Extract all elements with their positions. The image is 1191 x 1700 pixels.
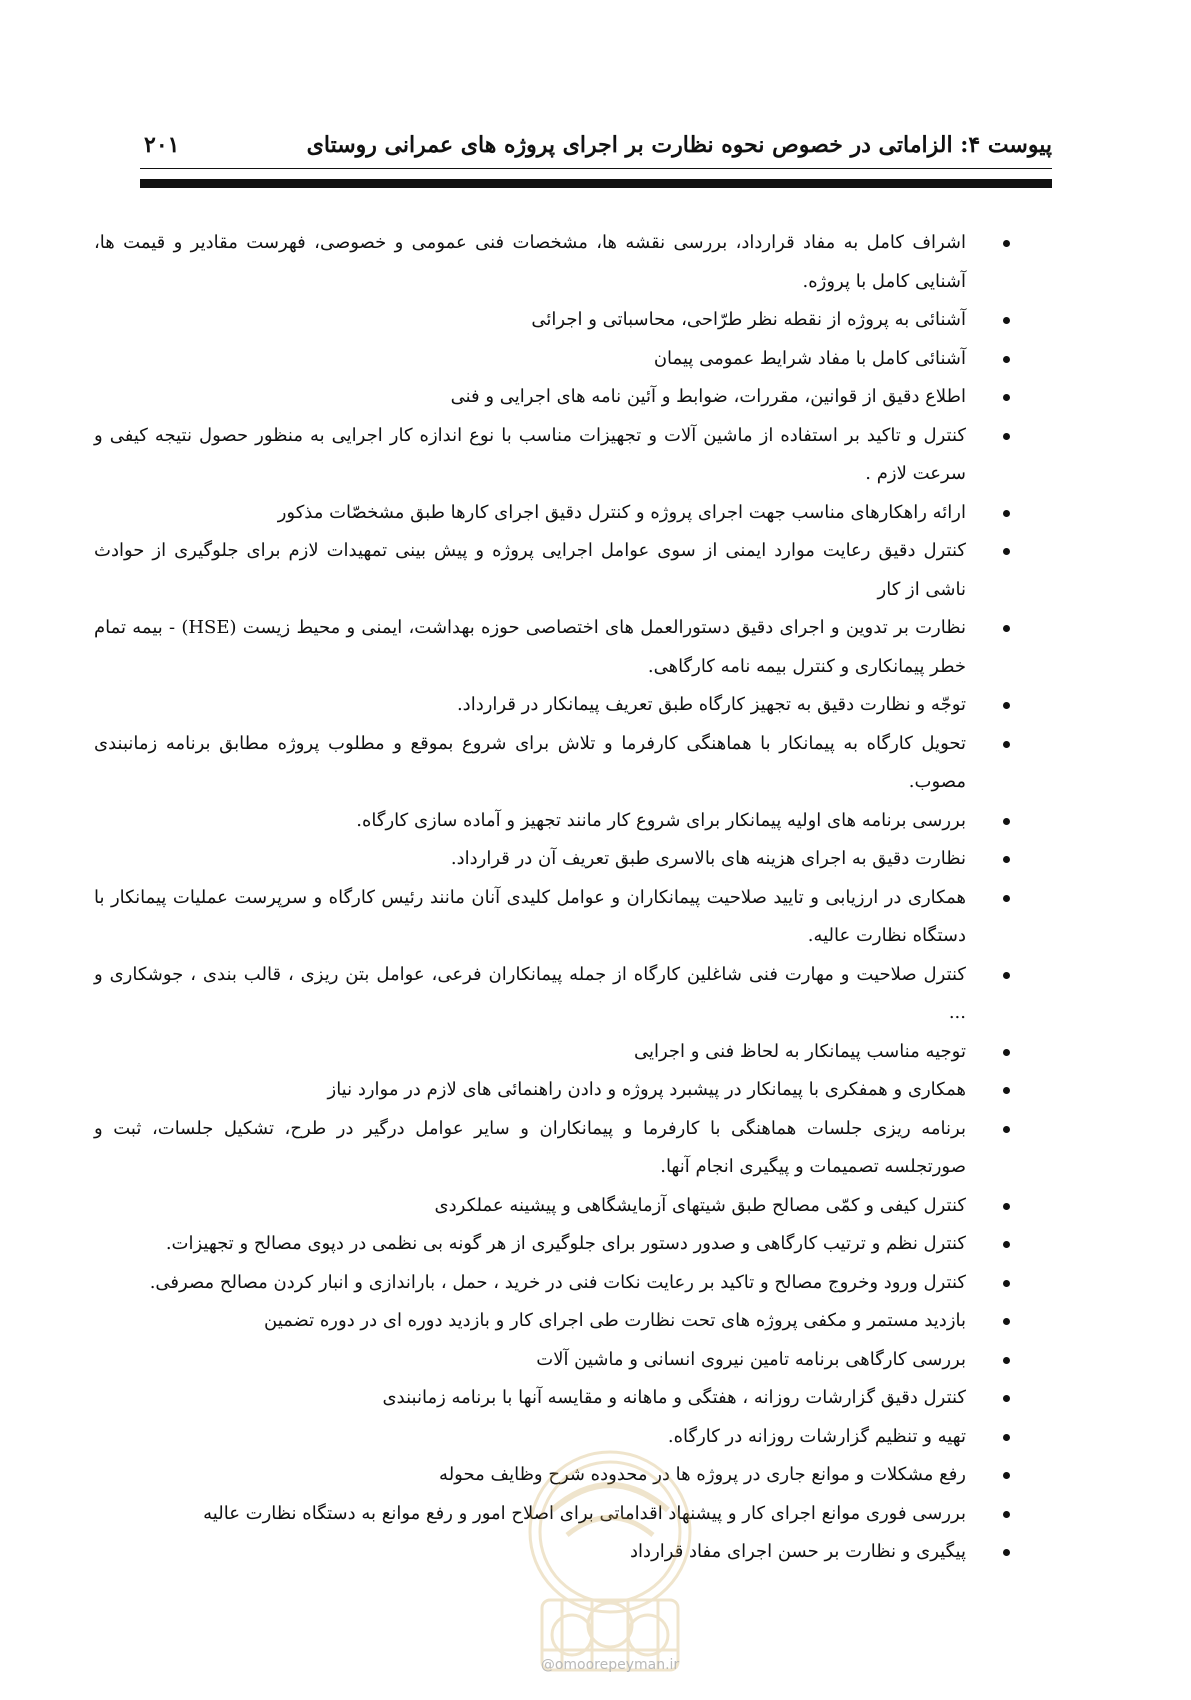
list-item-text: رفع مشکلات و موانع جاری در پروژه ها در محدوده شرح وظایف محوله: [439, 1464, 966, 1485]
list-item: [94, 1341, 966, 1380]
list-item-text: آشنائی به پروژه از نقطه نظر طرّاحی، محاسباتی و اجرائی: [531, 309, 966, 330]
list-item: [94, 802, 966, 841]
header-title: پیوست ۴: الزاماتی در خصوص نحوه نظارت بر اجرای پروژه های عمرانی روستای: [306, 132, 1052, 158]
list-item-text: پیگیری و نظارت بر حسن اجرای مفاد قرارداد: [630, 1541, 966, 1562]
list-item: [94, 609, 966, 686]
list-item: [94, 1302, 966, 1341]
bullet-icon: [1003, 1472, 1010, 1479]
bullet-icon: [1003, 510, 1010, 517]
bullet-icon: [1003, 1395, 1010, 1402]
list-item-text: بازدید مستمر و مکفی پروژه های تحت نظارت طی اجرای کار و بازدید دوره ای در دوره تضمین: [264, 1310, 966, 1331]
bullet-icon: [1003, 1434, 1010, 1441]
list-item-text: کنترل ورود وخروج مصالح و تاکید بر رعایت نکات فنی در خرید ، حمل ، باراندازی و انبار کردن مصالح مصرفی.: [149, 1271, 966, 1293]
list-item-text: نظارت بر تدوین و اجرای دقیق دستورالعمل های اختصاصی حوزه بهداشت، ایمنی و محیط زیست (HSE) - بیمه تمام خطر پیمانکاری و کنترل بیمه نامه کارگاهی.: [94, 617, 967, 677]
bullet-icon: [1003, 972, 1010, 979]
bullet-icon: [1003, 394, 1010, 401]
list-item-text: توجیه مناسب پیمانکار به لحاظ فنی و اجرایی: [633, 1040, 966, 1062]
list-item: [94, 1187, 966, 1226]
list-item-text: کنترل صلاحیت و مهارت فنی شاغلین کارگاه از جمله پیمانکاران فرعی، عوامل بتن ریزی ، قالب بندی ، جوشکاری و ...: [94, 963, 966, 1023]
bullet-icon: [1003, 356, 1010, 363]
bullet-icon: [1003, 240, 1010, 247]
main-content: [94, 224, 966, 1572]
list-item-text: بررسی کارگاهی برنامه تامین نیروی انسانی و ماشین آلات: [536, 1348, 966, 1370]
list-item-text: بررسی برنامه های اولیه پیمانکار برای شروع کار مانند تجهیز و آماده سازی کارگاه.: [356, 809, 966, 831]
bullet-icon: [1003, 1280, 1010, 1287]
list-item: [94, 532, 966, 609]
bullet-icon: [1003, 433, 1010, 440]
bullet-icon: [1003, 1241, 1010, 1248]
list-item: [94, 1110, 966, 1187]
list-item: [94, 1379, 966, 1418]
list-item-text: کنترل نظم و ترتیب کارگاهی و صدور دستور برای جلوگیری از هر گونه بی نظمی در دپوی مصالح و تجهیزات.: [165, 1233, 966, 1254]
header-rule-thick: [140, 179, 1052, 188]
list-item-text: برنامه ریزی جلسات هماهنگی با کارفرما و پیمانکاران و سایر عوامل درگیر در طرح، تشکیل جلسات، ثبت و صورتجلسه تصمیمات و پیگیری انجام آنها.: [94, 1117, 966, 1177]
list-item-text: کنترل دقیق رعایت موارد ایمنی از سوی عوامل اجرایی پروژه و پیش بینی تمهیدات لازم برای جلوگیری از حوادث ناشی از کار: [94, 540, 966, 600]
bullet-list: [94, 224, 966, 1572]
list-item-text: کنترل و تاکید بر استفاده از ماشین آلات و تجهیزات مناسب با نوع اندازه کار اجرایی به منظور حصول نتیجه کیفی و سرعت لازم .: [94, 424, 966, 484]
bullet-icon: [1003, 548, 1010, 555]
bullet-icon: [1003, 1511, 1010, 1518]
list-item-text: تهیه و تنظیم گزارشات روزانه در کارگاه.: [667, 1425, 966, 1447]
list-item: [94, 224, 966, 301]
watermark-url: @omoorepeyman.ir: [540, 1657, 680, 1673]
page-number: ۲۰۱: [144, 132, 180, 158]
list-item: [94, 494, 966, 533]
list-item: [94, 879, 966, 956]
list-item: [94, 340, 966, 379]
list-item-text: همکاری و همفکری با پیمانکار در پیشبرد پروژه و دادن راهنمائی های لازم در موارد نیاز: [327, 1079, 966, 1100]
bullet-icon: [1003, 1549, 1010, 1556]
list-item: [94, 378, 966, 417]
list-item-text: اشراف کامل به مفاد قرارداد، بررسی نقشه ها، مشخصات فنی عمومی و خصوصی، فهرست مقادیر و قیمت ها، آشنایی کامل با پروژه.: [94, 232, 966, 292]
page-header: [140, 128, 1052, 164]
bullet-icon: [1003, 1357, 1010, 1364]
list-item-text: آشنائی کامل با مفاد شرایط عمومی پیمان: [653, 347, 966, 369]
list-item-text: کنترل دقیق گزارشات روزانه ، هفتگی و ماهانه و مقایسه آنها با برنامه زمانبندی: [382, 1387, 966, 1408]
list-item: [94, 301, 966, 340]
list-item: [94, 956, 966, 1033]
list-item: [94, 840, 966, 879]
list-item: [94, 1033, 966, 1072]
list-item: [94, 686, 966, 725]
list-item: [94, 1071, 966, 1110]
bullet-icon: [1003, 895, 1010, 902]
list-item: [94, 725, 966, 802]
bullet-icon: [1003, 625, 1010, 632]
bullet-icon: [1003, 1087, 1010, 1094]
bullet-icon: [1003, 818, 1010, 825]
bullet-icon: [1003, 1203, 1010, 1210]
list-item-text: همکاری در ارزیابی و تایید صلاحیت پیمانکاران و عوامل کلیدی آنان مانند رئیس کارگاه و سرپرست عملیات پیمانکار با دستگاه نظارت عالیه.: [94, 886, 966, 946]
list-item: [94, 417, 966, 494]
bullet-icon: [1003, 317, 1010, 324]
list-item: [94, 1225, 966, 1264]
list-item-text: بررسی فوری موانع اجرای کار و پیشنهاد اقداماتی برای اصلاح امور و رفع موانع به دستگاه نظارت عالیه: [203, 1502, 966, 1524]
bullet-icon: [1003, 741, 1010, 748]
list-item-text: ارائه راهکارهای مناسب جهت اجرای پروژه و کنترل دقیق اجرای کارها طبق مشخصّات مذکور: [277, 501, 966, 523]
bullet-icon: [1003, 1126, 1010, 1133]
bullet-icon: [1003, 1049, 1010, 1056]
list-item-text: تحویل کارگاه به پیمانکار با هماهنگی کارفرما و تلاش برای شروع بموقع و مطلوب پروژه مطابق برنامه زمانبندی مصوب.: [94, 732, 966, 792]
bullet-icon: [1003, 702, 1010, 709]
list-item-text: توجّه و نظارت دقیق به تجهیز کارگاه طبق تعریف پیمانکار در قرارداد.: [456, 694, 966, 715]
list-item-text: اطلاع دقیق از قوانین، مقررات، ضوابط و آئین نامه های اجرایی و فنی: [450, 386, 966, 407]
list-item-text: نظارت دقیق به اجرای هزینه های بالاسری طبق تعریف آن در قرارداد.: [450, 848, 966, 869]
bullet-icon: [1003, 856, 1010, 863]
bullet-icon: [1003, 1318, 1010, 1325]
list-item-text: کنترل کیفی و کمّی مصالح طبق شیتهای آزمایشگاهی و پیشینه عملکردی: [434, 1194, 966, 1216]
list-item: [94, 1264, 966, 1303]
header-rule-thin: [140, 168, 1052, 169]
